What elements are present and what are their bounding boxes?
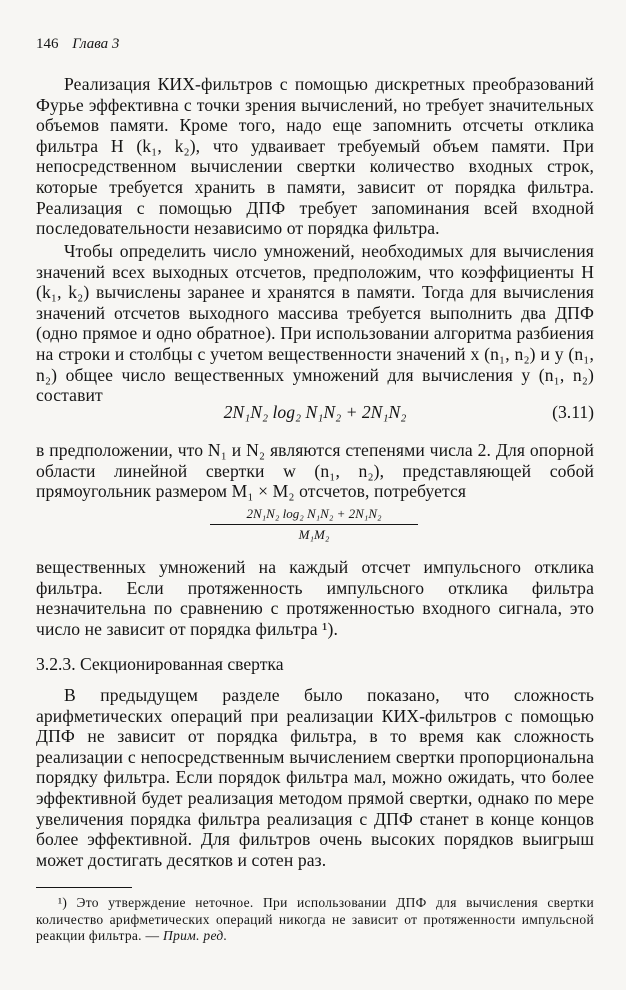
equation-expression: 2N₁N₂ log₂ N₁N₂ + 2N₁N₂ <box>223 402 407 422</box>
paragraph-1 <box>36 74 594 239</box>
paragraph-4 <box>36 557 594 639</box>
equation-label: (3.11) <box>552 402 594 422</box>
page-header <box>36 36 119 53</box>
fraction-denominator: M₁M₂ <box>298 527 330 542</box>
paragraph-text: в предположении, что N₁ и N₂ являются степенями числа 2. Для опорной области линейной свертки w (n₁, n₂), представляющей собой прямоугольник размером M₁ × M₂ отсчетов, потребуется <box>36 440 594 502</box>
paragraph-3 <box>36 440 594 502</box>
paragraph-text: Чтобы определить число умножений, необходимых для вычисления значений всех выходных отсчетов, предположим, что коэффициенты H (k₁, k₂) вычислены заранее и хранятся в памяти. Тогда для вычисления значений отсчетов выходного массива требуется выполнить два ДПФ (одно прямое и одно обратное). При использовании алгоритма разбиения на строки и столбцы с учетом вещественности значений x (n₁, n₂) и y (n₁, n₂) общее число вещественных умножений для вычисления y (n₁, n₂) составит <box>36 241 594 406</box>
equation-3-11 <box>36 402 594 426</box>
chapter-title: Глава 3 <box>72 36 120 52</box>
paragraph-text: вещественных умножений на каждый отсчет импульсного отклика фильтра. Если протяженность импульсного отклика фильтра незначительна по сравнению с протяженностью входного сигнала, это число не зависит от порядка фильтра ¹). <box>36 557 594 639</box>
footnote <box>36 895 594 945</box>
paragraph-2 <box>36 241 594 406</box>
page-number: 146 <box>36 36 59 52</box>
fraction-numerator: 2N₁N₂ log₂ N₁N₂ + 2N₁N₂ <box>210 506 418 525</box>
footnote-text: ¹) Это утверждение неточное. При использовании ДПФ для вычисления свертки количество арифметических операций никогда не зависит от протяженности импульсной реакции фильтра. — <box>36 895 594 943</box>
footnote-divider <box>36 887 132 888</box>
fraction-formula <box>210 506 418 543</box>
section-heading: 3.2.3. Секционированная свертка <box>36 654 284 674</box>
paragraph-text: В предыдущем разделе было показано, что сложность арифметических операций при реализации КИХ-фильтров с помощью ДПФ не зависит от порядка фильтра, в то время как сложность реализации с непосредственным вычислением свертки пропорциональна порядку фильтра. Если порядок фильтра мал, можно ожидать, что более эффективной будет реализация методом прямой свертки, однако по мере увеличения порядка фильтра реализация с ДПФ станет в конце концов более эффективной. Для фильтров очень высоких порядков выигрыш может достигать десятков и сотен раз. <box>36 685 594 870</box>
paragraph-text: Реализация КИХ-фильтров с помощью дискретных преобразований Фурье эффективна с точки зрения вычислений, но требует значительных объемов памяти. Кроме того, надо еще запомнить отсчеты отклика фильтра H (k₁, k₂), что удваивает требуемый объем памяти. При непосредственном вычислении свертки количество входных строк, которые требуется хранить в памяти, зависит от порядка фильтра. Реализация с помощью ДПФ требует запоминания всей входной последовательности независимо от порядка фильтра. <box>36 74 594 239</box>
paragraph-5 <box>36 685 594 870</box>
editor-note: Прим. ред. <box>163 928 228 943</box>
